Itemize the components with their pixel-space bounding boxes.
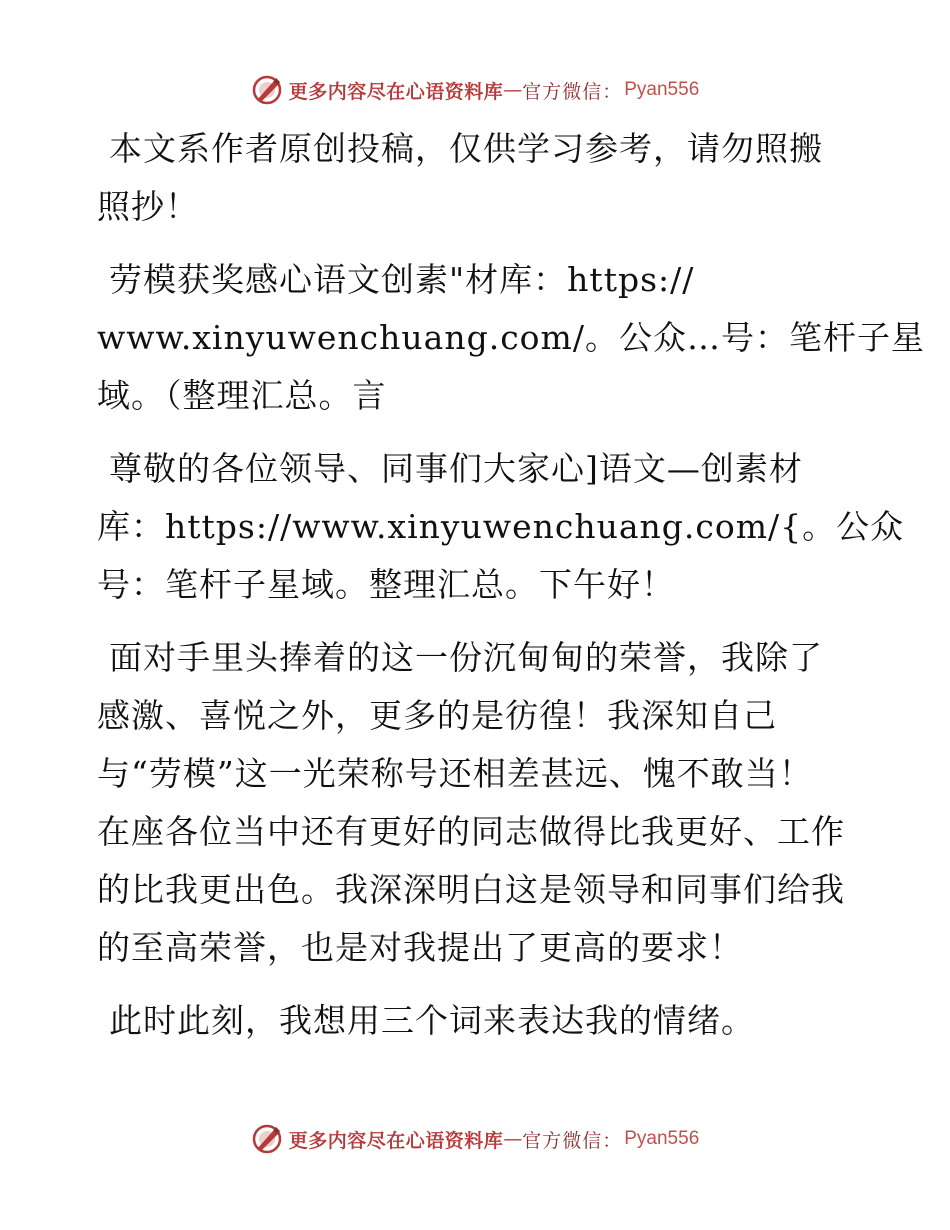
document-body: [97, 120, 925, 1065]
text-line: 本文系作者原创投稿，仅供学习参考，请勿照搬: [109, 129, 823, 168]
text-line: 照抄！: [97, 187, 199, 226]
banner-wechat-label: 官方微信：: [522, 80, 623, 103]
paragraph-source-notice: [97, 251, 925, 425]
text-line: 的至高荣誉，也是对我提出了更高的要求！: [97, 928, 743, 967]
text-line: 面对手里头捧着的这一份沉甸甸的荣誉，我除了: [109, 638, 823, 677]
text-line: www.xinyuwenchuang.com/。公众…号：笔杆子星: [97, 318, 925, 357]
banner-wechat-account: Pyan556: [624, 79, 700, 100]
header-banner: [0, 70, 950, 110]
banner-dash: —: [503, 1128, 523, 1150]
pen-logo-icon: [251, 1123, 283, 1155]
banner-brand-text: 更多内容尽在心语资料库: [288, 1129, 504, 1152]
footer-banner: [0, 1119, 950, 1159]
text-line: 号：笔杆子星域。整理汇总。下午好！: [97, 565, 675, 604]
text-line: 此时此刻，我想用三个词来表达我的情绪。: [109, 1001, 755, 1040]
banner-brand-text: 更多内容尽在心语资料库: [288, 80, 504, 103]
text-line: 尊敬的各位领导、同事们大家心]语文—创素材: [109, 449, 803, 488]
pen-logo-icon: [251, 74, 283, 106]
paragraph-closing: [97, 992, 877, 1050]
text-line: 与“劳模”这一光荣称号还相差甚远、愧不敢当！: [97, 754, 813, 793]
banner-wechat-account: Pyan556: [624, 1128, 700, 1149]
text-line: 感激、喜悦之外，更多的是彷徨！我深知自己: [97, 696, 777, 735]
text-line: 库：https://www.xinyuwenchuang.com/{。公众: [97, 507, 905, 546]
text-line: 域。（整理汇总。言: [97, 376, 387, 415]
paragraph-disclaimer: [97, 120, 877, 236]
banner-wechat-label: 官方微信：: [522, 1129, 623, 1152]
text-line: 的比我更出色。我深深明白这是领导和同事们给我: [97, 870, 845, 909]
paragraph-greeting: [97, 440, 905, 614]
banner-dash: —: [503, 79, 523, 101]
paragraph-gratitude: [97, 629, 877, 977]
text-line: 在座各位当中还有更好的同志做得比我更好、工作: [97, 812, 845, 851]
text-line: 劳模获奖感心语文创素"材库：https://: [109, 260, 695, 299]
